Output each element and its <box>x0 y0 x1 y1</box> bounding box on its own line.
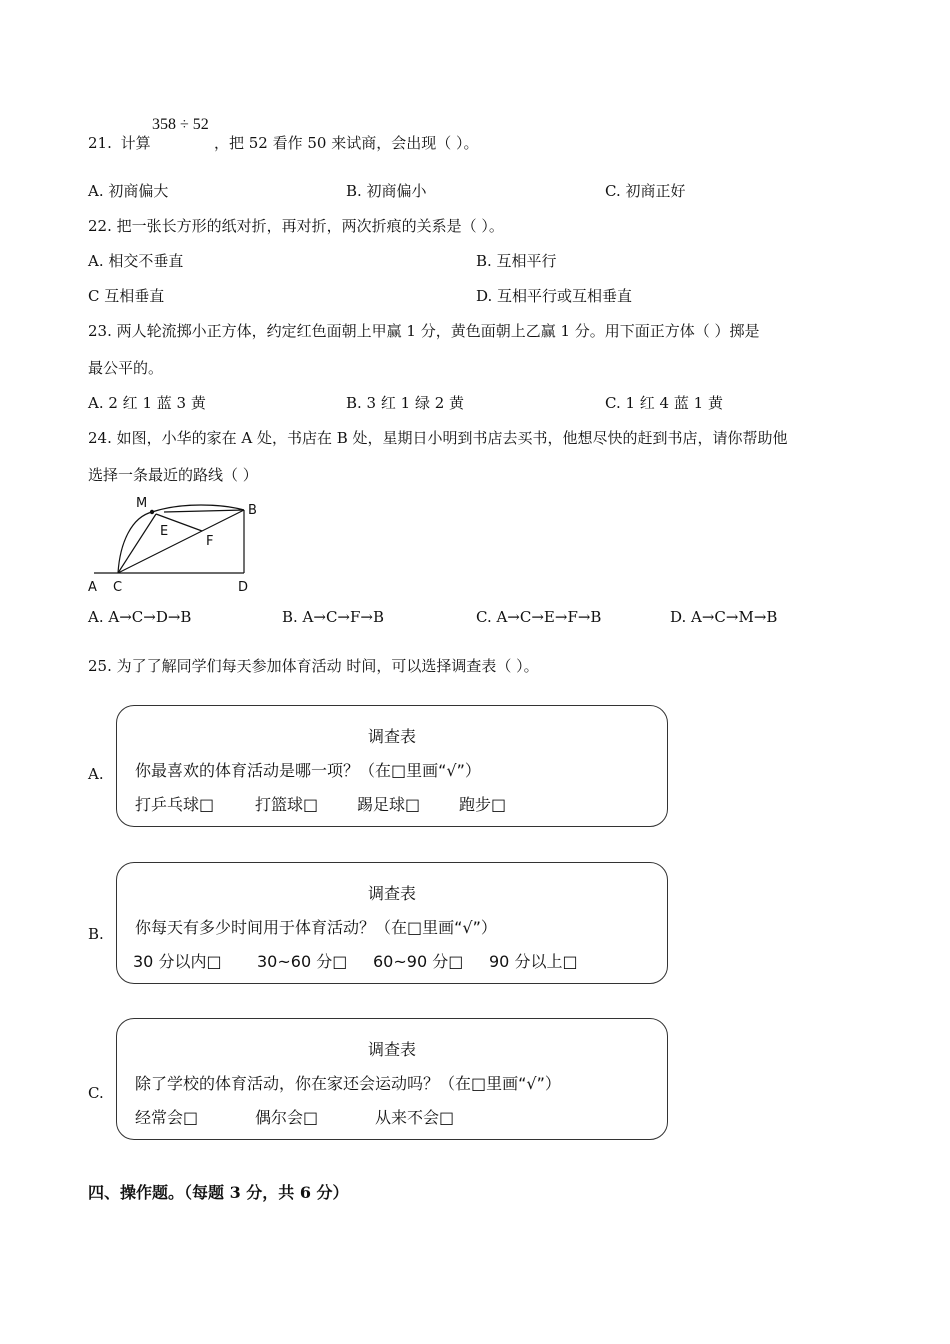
q21-pre: 计算 <box>120 134 151 152</box>
label-b: B <box>248 503 257 518</box>
survey-option: 90 分以上□ <box>489 952 578 971</box>
q21-stem <box>88 132 151 153</box>
q21-post: ，把 52 看作 50 来试商，会出现（ ）。 <box>214 134 479 152</box>
survey-card-b <box>116 862 668 984</box>
q21-option-a: A. 初商偏大 <box>88 182 169 200</box>
survey-card-question: 你每天有多少时间用于体育活动？（在□里画“√”） <box>135 918 497 937</box>
q24-option-b: B. A→C→F→B <box>282 608 385 626</box>
q23-option-b: B. 3 红 1 绿 2 黄 <box>346 394 465 412</box>
label-e: E <box>160 524 169 539</box>
survey-option: 打乒乓球□ <box>135 795 215 814</box>
survey-option: 打篮球□ <box>255 795 319 814</box>
q24-option-d: D. A→C→M→B <box>670 608 778 626</box>
line-top <box>164 510 244 512</box>
route-diagram <box>84 492 274 598</box>
survey-option: 30 分以内□ <box>133 952 222 971</box>
survey-card-question: 你最喜欢的体育活动是哪一项？（在□里画“√”） <box>135 761 481 780</box>
survey-option: 跑步□ <box>459 795 507 814</box>
q22-stem: 22. 把一张长方形的纸对折，再对折，两次折痕的关系是（ ）。 <box>88 217 504 235</box>
q22-option-d: D. 互相平行或互相垂直 <box>476 287 633 305</box>
q25-card-c-label: C. <box>88 1084 104 1102</box>
q22-option-b: B. 互相平行 <box>476 252 557 270</box>
survey-card-title: 调查表 <box>367 1040 416 1059</box>
q23-stem-line2: 最公平的。 <box>88 359 164 377</box>
q23-option-a: A. 2 红 1 蓝 3 黄 <box>88 394 206 412</box>
q21-expression: 358 ÷ 52 <box>152 116 209 133</box>
q23-option-c: C. 1 红 4 蓝 1 黄 <box>605 394 723 412</box>
survey-card-a <box>116 705 668 827</box>
q21-option-c: C. 初商正好 <box>605 182 686 200</box>
label-d: D <box>238 580 249 595</box>
q22-option-a: A. 相交不垂直 <box>88 252 184 270</box>
q24-stem-line2: 选择一条最近的路线（ ） <box>88 466 258 484</box>
survey-option: 60~90 分□ <box>373 952 464 971</box>
q21-number: 21. <box>88 134 112 152</box>
q25-card-b-label: B. <box>88 925 104 943</box>
line-c-b <box>118 510 244 573</box>
survey-option: 从来不会□ <box>375 1108 455 1127</box>
q25-card-a-label: A. <box>88 765 104 783</box>
survey-card-title: 调查表 <box>367 727 416 746</box>
survey-option: 踢足球□ <box>357 795 421 814</box>
q24-stem-line1: 24. 如图，小华的家在 A 处，书店在 B 处，星期日小明到书店去买书，他想尽快的赶到书店，请你帮助他 <box>88 429 788 447</box>
section-title: 四、操作题。（每题 3 分，共 6 分） <box>88 1183 349 1202</box>
survey-card-title: 调查表 <box>367 884 416 903</box>
q25-stem: 25. 为了了解同学们每天参加体育活动 时间，可以选择调查表（ ）。 <box>88 657 539 675</box>
survey-card-c <box>116 1018 668 1140</box>
label-f: F <box>206 534 214 549</box>
survey-option: 偶尔会□ <box>255 1108 319 1127</box>
q23-stem-line1: 23. 两人轮流掷小正方体，约定红色面朝上甲赢 1 分，黄色面朝上乙赢 1 分。用下面正方体（ ）掷是 <box>88 322 760 340</box>
q22-option-c: C 互相垂直 <box>88 287 165 305</box>
q24-option-c: C. A→C→E→F→B <box>476 608 602 626</box>
survey-option: 30~60 分□ <box>257 952 348 971</box>
label-c: C <box>113 580 123 595</box>
label-m: M <box>136 496 148 511</box>
q21-option-b: B. 初商偏小 <box>346 182 427 200</box>
q24-option-a: A. A→C→D→B <box>88 608 192 626</box>
arc-c-m-b <box>118 505 244 573</box>
survey-option: 经常会□ <box>135 1108 199 1127</box>
survey-card-question: 除了学校的体育活动，你在家还会运动吗？（在□里画“√”） <box>135 1074 561 1093</box>
point-m <box>150 510 154 514</box>
label-a: A <box>88 580 97 595</box>
